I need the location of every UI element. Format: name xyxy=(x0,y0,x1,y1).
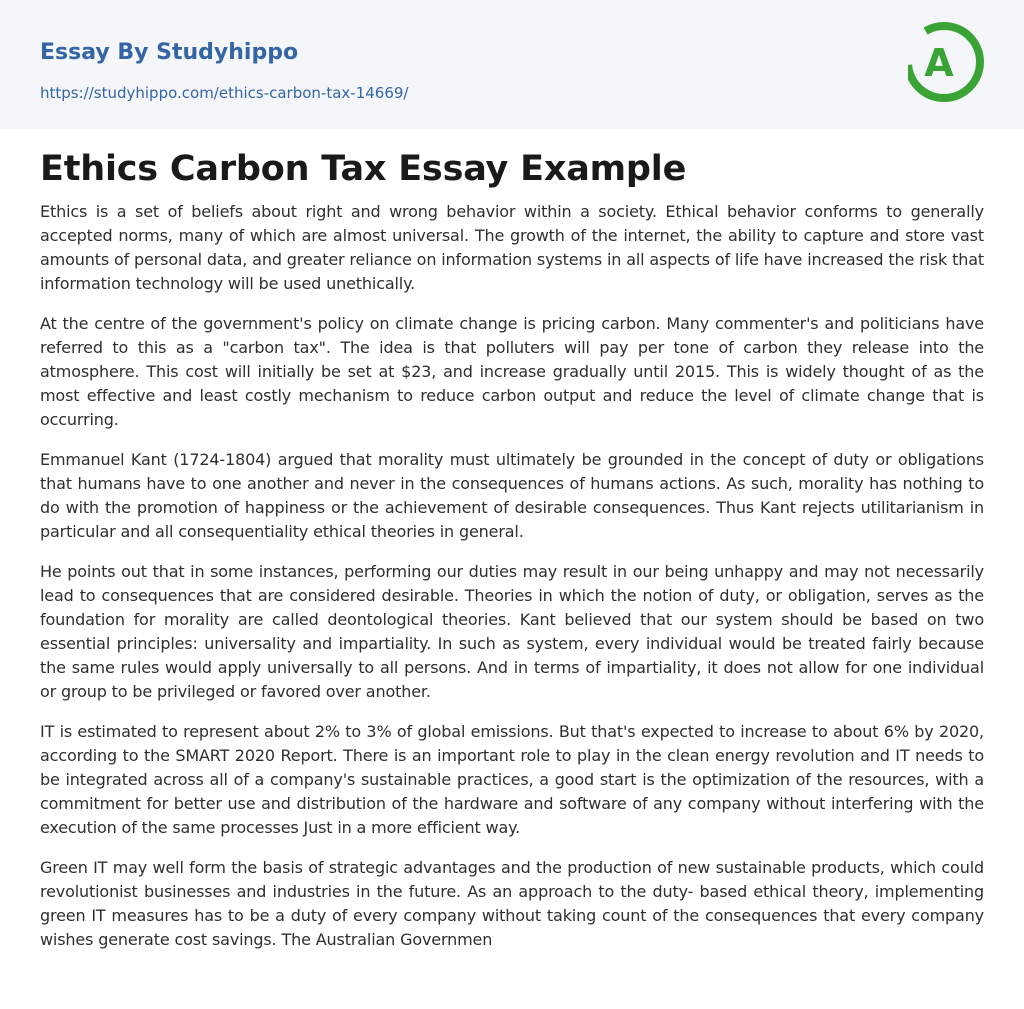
paragraph: Ethics is a set of beliefs about right and wrong behavior within a society. Ethical behavior conforms to generally accepted norms, many of which are almost universal. The growth of the internet, the ability to capture and store vast amounts of personal data, and greater reliance on information systems in all aspects of life have increased the risk that information technology will be used unethically. xyxy=(40,202,984,293)
paragraph: At the centre of the government's policy on climate change is pricing carbon. Many commenter's and politicians have referred to this as a "carbon tax". The idea is that polluters will pay per tone of carbon they release into the atmosphere. This cost will initially be set at $23, and increase gradually until 2015. This is widely thought of as the most effective and least costly mechanism to reduce carbon output and reduce the level of climate change that is occurring. xyxy=(40,314,984,429)
paragraph: He points out that in some instances, performing our duties may result in our being unhappy and may not necessarily lead to consequences that are considered desirable. Theories in which the notion of duty, or obligation, serves as the foundation for morality are called deontological theories. Kant believed that our system should be based on two essential principles: universality and impartiality. In such as system, every individual would be treated fairly because the same rules would apply universally to all persons. And in terms of impartiality, it does not allow for one individual or group to be privileged or favored over another. xyxy=(40,562,984,701)
page-title: Ethics Carbon Tax Essay Example xyxy=(40,149,687,189)
essay-body xyxy=(40,200,984,968)
svg-text:A: A xyxy=(924,41,954,85)
paragraph: Emmanuel Kant (1724-1804) argued that morality must ultimately be grounded in the concept of duty or obligations that humans have to one another and never in the consequences of humans actions. As such, morality has nothing to do with the promotion of happiness or the achievement of desirable consequences. Thus Kant rejects utilitarianism in particular and all consequentiality ethical theories in general. xyxy=(40,450,984,541)
paragraph: Green IT may well form the basis of strategic advantages and the production of new sustainable products, which could revolutionist businesses and industries in the future. As an approach to the duty- based ethical theory, implementing green IT measures has to be a duty of every company without taking count of the consequences that every company wishes generate cost savings. The Australian Governmen xyxy=(40,858,984,949)
brand-name: Essay By Studyhippo xyxy=(40,40,299,65)
paragraph: IT is estimated to represent about 2% to 3% of global emissions. But that's expected to increase to about 6% by 2020, according to the SMART 2020 Report. There is an important role to play in the clean energy revolution and IT needs to be integrated across all of a company's sustainable practices, a good start is the optimization of the resources, with a commitment for better use and distribution of the hardware and software of any company without interfering with the execution of the same processes Just in a more efficient way. xyxy=(40,722,984,837)
studyhippo-logo-icon[interactable] xyxy=(908,18,988,106)
essay-url-link[interactable]: https://studyhippo.com/ethics-carbon-tax-14669/ xyxy=(40,84,409,102)
